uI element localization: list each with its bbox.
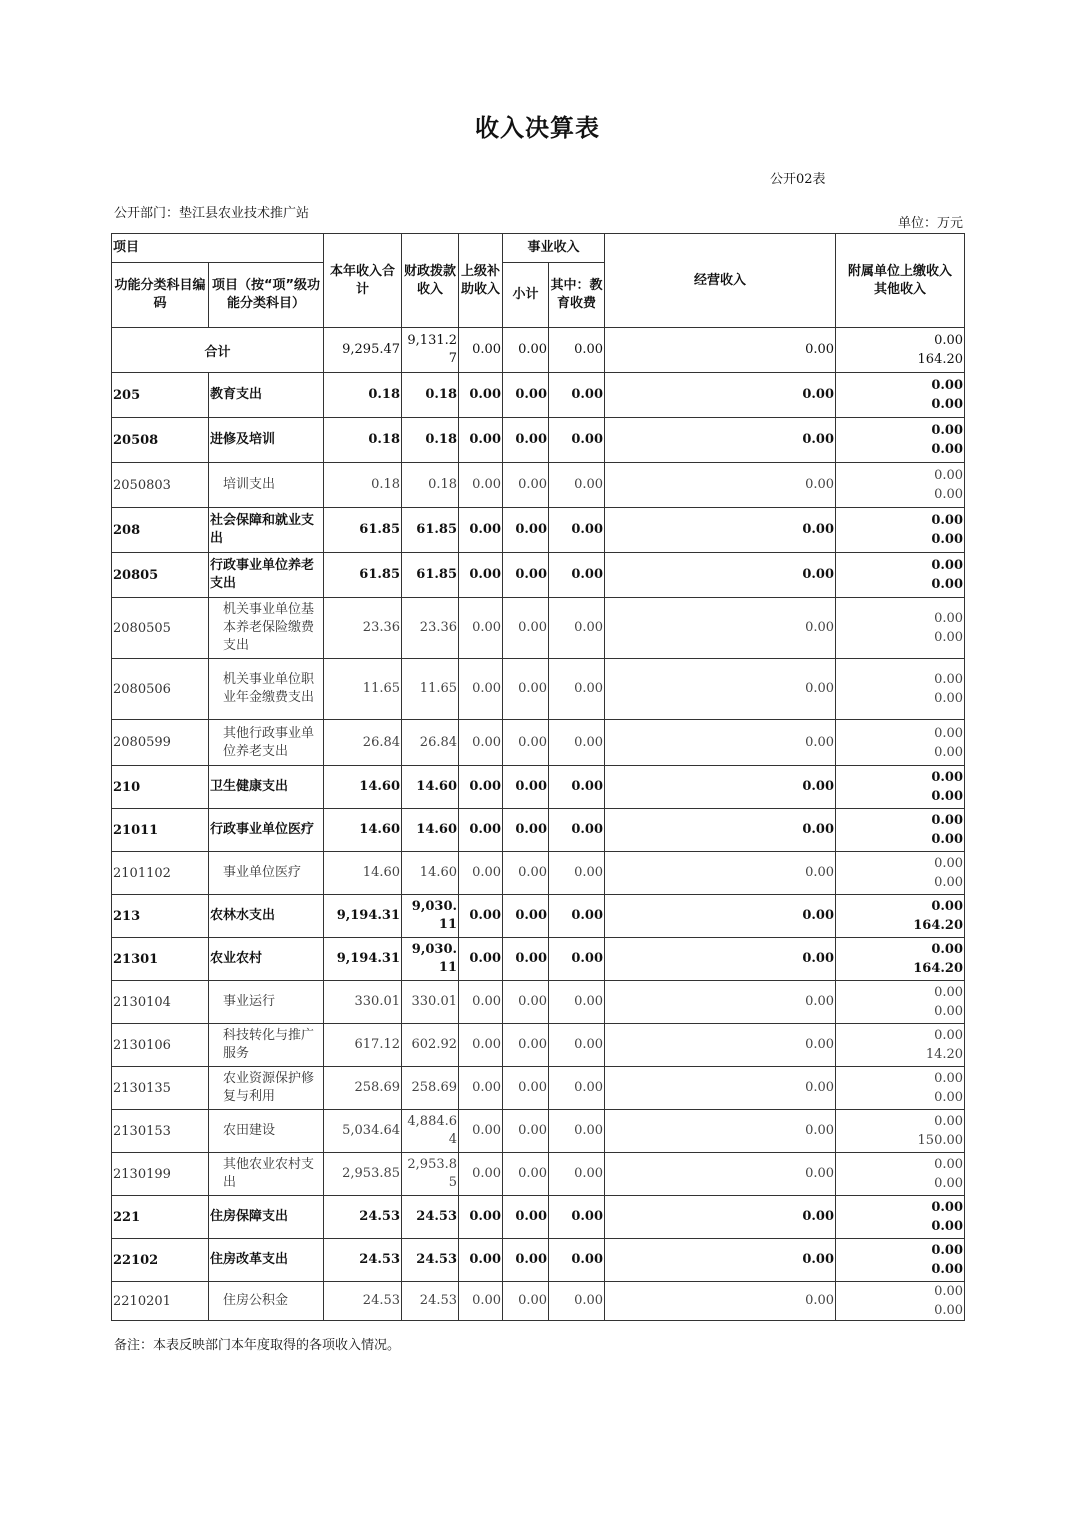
row-fiscal: 4,884.64 [402, 1110, 459, 1153]
row-affiliated: 0.00 [934, 672, 964, 687]
row-code: 2130104 [112, 981, 209, 1024]
row-business: 0.00 [605, 1282, 836, 1321]
row-affiliated: 0.00 [931, 770, 964, 785]
row-upper: 0.00 [459, 938, 503, 981]
row-name: 社会保障和就业支出 [209, 508, 324, 553]
row-edu: 0.00 [549, 1153, 605, 1196]
row-affiliated: 0.00 [931, 423, 964, 438]
row-fiscal: 23.36 [402, 598, 459, 659]
header-total: 本年收入合计 [324, 234, 402, 328]
unit-label: 单位：万元 [897, 216, 963, 231]
row-affiliated-other [836, 1282, 965, 1321]
header-name: 项目（按“项”级功能分类科目） [209, 263, 324, 328]
row-affiliated-other [836, 1067, 965, 1110]
row-other: 164.20 [913, 961, 964, 976]
row-edu: 0.00 [549, 418, 605, 463]
row-name: 教育支出 [209, 373, 324, 418]
row-subtotal: 0.00 [503, 809, 549, 852]
row-total: 26.84 [324, 720, 402, 766]
row-affiliated-other [836, 895, 965, 938]
row-business: 0.00 [605, 809, 836, 852]
row-subtotal: 0.00 [503, 1067, 549, 1110]
row-name: 农业资源保护修复与利用 [209, 1067, 324, 1110]
row-name: 行政事业单位医疗 [209, 809, 324, 852]
row-code: 2050803 [112, 463, 209, 508]
row-name: 事业单位医疗 [209, 852, 324, 895]
row-business: 0.00 [605, 463, 836, 508]
row-upper: 0.00 [459, 659, 503, 720]
income-table [111, 233, 965, 1321]
row-other: 14.20 [925, 1047, 964, 1062]
total-fiscal: 9,131.27 [402, 328, 459, 373]
row-business: 0.00 [605, 766, 836, 809]
row-fiscal: 9,030.11 [402, 895, 459, 938]
row-fiscal: 24.53 [402, 1282, 459, 1321]
row-code: 2130135 [112, 1067, 209, 1110]
row-fiscal: 258.69 [402, 1067, 459, 1110]
row-code: 20508 [112, 418, 209, 463]
row-fiscal: 24.53 [402, 1239, 459, 1282]
row-fiscal: 14.60 [402, 766, 459, 809]
row-upper: 0.00 [459, 809, 503, 852]
table-row [112, 1239, 965, 1282]
row-affiliated-other [836, 1153, 965, 1196]
row-edu: 0.00 [549, 508, 605, 553]
row-affiliated-other [836, 720, 965, 766]
row-upper: 0.00 [459, 1196, 503, 1239]
row-business: 0.00 [605, 1153, 836, 1196]
row-other: 0.00 [934, 875, 964, 890]
row-total: 11.65 [324, 659, 402, 720]
row-other: 0.00 [931, 789, 964, 804]
department-label: 公开部门：垫江县农业技术推广站 [114, 206, 310, 221]
table-row [112, 895, 965, 938]
row-code: 210 [112, 766, 209, 809]
total-total: 9,295.47 [324, 328, 402, 373]
row-edu: 0.00 [549, 373, 605, 418]
row-upper: 0.00 [459, 1067, 503, 1110]
table-row [112, 1153, 965, 1196]
row-business: 0.00 [605, 981, 836, 1024]
row-upper: 0.00 [459, 895, 503, 938]
row-total: 9,194.31 [324, 895, 402, 938]
row-name: 农田建设 [209, 1110, 324, 1153]
row-name: 事业运行 [209, 981, 324, 1024]
table-row [112, 463, 965, 508]
total-edu: 0.00 [549, 328, 605, 373]
row-fiscal: 0.18 [402, 418, 459, 463]
row-subtotal: 0.00 [503, 1110, 549, 1153]
total-upper: 0.00 [459, 328, 503, 373]
table-row [112, 809, 965, 852]
row-fiscal: 61.85 [402, 508, 459, 553]
row-code: 2210201 [112, 1282, 209, 1321]
row-subtotal: 0.00 [503, 418, 549, 463]
row-fiscal: 602.92 [402, 1024, 459, 1067]
row-business: 0.00 [605, 373, 836, 418]
total-label: 合计 [112, 328, 324, 373]
row-edu: 0.00 [549, 1067, 605, 1110]
row-edu: 0.00 [549, 659, 605, 720]
row-upper: 0.00 [459, 1239, 503, 1282]
row-subtotal: 0.00 [503, 766, 549, 809]
row-name: 科技转化与推广服务 [209, 1024, 324, 1067]
row-affiliated-other [836, 418, 965, 463]
row-other: 0.00 [934, 1176, 964, 1191]
row-affiliated: 0.00 [934, 468, 964, 483]
row-code: 221 [112, 1196, 209, 1239]
header-edu: 其中：教育收费 [549, 263, 605, 328]
row-code: 21301 [112, 938, 209, 981]
row-subtotal: 0.00 [503, 938, 549, 981]
row-total: 24.53 [324, 1239, 402, 1282]
table-row [112, 938, 965, 981]
table-row [112, 766, 965, 809]
row-code: 2130199 [112, 1153, 209, 1196]
row-name: 农业农村 [209, 938, 324, 981]
row-other: 0.00 [934, 1004, 964, 1019]
row-name: 进修及培训 [209, 418, 324, 463]
row-other: 0.00 [931, 442, 964, 457]
row-affiliated-other [836, 809, 965, 852]
total-subtotal: 0.00 [503, 328, 549, 373]
row-upper: 0.00 [459, 598, 503, 659]
row-code: 22102 [112, 1239, 209, 1282]
row-name: 住房公积金 [209, 1282, 324, 1321]
row-edu: 0.00 [549, 895, 605, 938]
row-subtotal: 0.00 [503, 1196, 549, 1239]
row-other: 0.00 [931, 1262, 964, 1277]
row-edu: 0.00 [549, 766, 605, 809]
row-business: 0.00 [605, 1024, 836, 1067]
header-upper: 上级补助收入 [459, 234, 503, 328]
row-subtotal: 0.00 [503, 1153, 549, 1196]
row-other: 0.00 [931, 577, 964, 592]
row-total: 14.60 [324, 809, 402, 852]
row-edu: 0.00 [549, 1282, 605, 1321]
row-fiscal: 9,030.11 [402, 938, 459, 981]
row-name: 机关事业单位基本养老保险缴费支出 [209, 598, 324, 659]
row-upper: 0.00 [459, 373, 503, 418]
row-code: 2080505 [112, 598, 209, 659]
row-business: 0.00 [605, 659, 836, 720]
header-code: 功能分类科目编码 [112, 263, 209, 328]
row-upper: 0.00 [459, 1282, 503, 1321]
header-career: 事业收入 [503, 234, 605, 263]
row-code: 2130106 [112, 1024, 209, 1067]
row-total: 61.85 [324, 508, 402, 553]
row-total: 23.36 [324, 598, 402, 659]
page-title: 收入决算表 [475, 114, 600, 142]
row-subtotal: 0.00 [503, 720, 549, 766]
row-code: 2101102 [112, 852, 209, 895]
row-other: 0.00 [931, 532, 964, 547]
row-edu: 0.00 [549, 598, 605, 659]
row-business: 0.00 [605, 852, 836, 895]
row-code: 208 [112, 508, 209, 553]
row-upper: 0.00 [459, 1153, 503, 1196]
table-row [112, 598, 965, 659]
row-other: 0.00 [931, 832, 964, 847]
row-other: 0.00 [931, 1219, 964, 1234]
row-subtotal: 0.00 [503, 553, 549, 598]
row-affiliated-other [836, 553, 965, 598]
table-row [112, 373, 965, 418]
row-affiliated: 0.00 [934, 1028, 964, 1043]
row-subtotal: 0.00 [503, 1282, 549, 1321]
row-subtotal: 0.00 [503, 895, 549, 938]
row-other: 0.00 [934, 744, 964, 760]
row-affiliated-other [836, 508, 965, 553]
row-edu: 0.00 [549, 1110, 605, 1153]
header-affiliated-other [836, 234, 965, 328]
row-fiscal: 11.65 [402, 659, 459, 720]
row-total: 5,034.64 [324, 1110, 402, 1153]
table-row [112, 508, 965, 553]
row-other: 150.00 [917, 1133, 964, 1148]
header-business: 经营收入 [605, 234, 836, 328]
row-upper: 0.00 [459, 553, 503, 598]
row-affiliated: 0.00 [931, 899, 964, 914]
row-business: 0.00 [605, 1196, 836, 1239]
row-subtotal: 0.00 [503, 463, 549, 508]
row-affiliated-other [836, 1110, 965, 1153]
row-name: 卫生健康支出 [209, 766, 324, 809]
row-upper: 0.00 [459, 1110, 503, 1153]
row-code: 20805 [112, 553, 209, 598]
row-fiscal: 0.18 [402, 373, 459, 418]
table-row [112, 1067, 965, 1110]
total-business: 0.00 [605, 328, 836, 373]
row-affiliated: 0.00 [931, 1243, 964, 1258]
row-other: 0.00 [934, 1090, 964, 1105]
row-upper: 0.00 [459, 1024, 503, 1067]
row-business: 0.00 [605, 1239, 836, 1282]
row-code: 2080506 [112, 659, 209, 720]
row-subtotal: 0.00 [503, 373, 549, 418]
row-fiscal: 24.53 [402, 1196, 459, 1239]
row-other: 0.00 [934, 1303, 964, 1318]
row-total: 0.18 [324, 418, 402, 463]
table-row [112, 1282, 965, 1321]
row-subtotal: 0.00 [503, 1024, 549, 1067]
row-affiliated: 0.00 [931, 513, 964, 528]
total-other: 164.20 [917, 352, 964, 367]
row-business: 0.00 [605, 553, 836, 598]
row-affiliated-other [836, 1196, 965, 1239]
row-fiscal: 2,953.85 [402, 1153, 459, 1196]
row-other: 0.00 [934, 487, 964, 502]
row-affiliated-other [836, 1024, 965, 1067]
row-affiliated: 0.00 [931, 813, 964, 828]
row-upper: 0.00 [459, 720, 503, 766]
row-edu: 0.00 [549, 1024, 605, 1067]
row-fiscal: 0.18 [402, 463, 459, 508]
row-affiliated-other [836, 852, 965, 895]
row-code: 213 [112, 895, 209, 938]
row-business: 0.00 [605, 508, 836, 553]
row-subtotal: 0.00 [503, 852, 549, 895]
table-row [112, 1196, 965, 1239]
total-affiliated-other [836, 328, 965, 373]
row-name: 培训支出 [209, 463, 324, 508]
row-affiliated-other [836, 598, 965, 659]
table-row [112, 1024, 965, 1067]
row-affiliated: 0.00 [931, 1200, 964, 1215]
header-other: 其他收入 [874, 281, 927, 297]
row-total: 61.85 [324, 553, 402, 598]
row-affiliated-other [836, 766, 965, 809]
row-fiscal: 330.01 [402, 981, 459, 1024]
row-other: 0.00 [934, 691, 964, 706]
row-affiliated-other [836, 1239, 965, 1282]
row-affiliated: 0.00 [934, 1071, 964, 1086]
row-edu: 0.00 [549, 1196, 605, 1239]
table-row [112, 418, 965, 463]
row-code: 2080599 [112, 720, 209, 766]
row-business: 0.00 [605, 938, 836, 981]
row-name: 其他行政事业单位养老支出 [209, 720, 324, 766]
row-name: 机关事业单位职业年金缴费支出 [209, 659, 324, 720]
row-edu: 0.00 [549, 720, 605, 766]
row-total: 14.60 [324, 766, 402, 809]
row-fiscal: 14.60 [402, 809, 459, 852]
row-total: 24.53 [324, 1196, 402, 1239]
row-total: 14.60 [324, 852, 402, 895]
row-upper: 0.00 [459, 508, 503, 553]
row-subtotal: 0.00 [503, 659, 549, 720]
row-affiliated-other [836, 463, 965, 508]
header-project: 项目 [112, 234, 324, 263]
table-row [112, 981, 965, 1024]
row-total: 24.53 [324, 1282, 402, 1321]
row-total: 617.12 [324, 1024, 402, 1067]
row-upper: 0.00 [459, 852, 503, 895]
row-affiliated: 0.00 [934, 856, 964, 871]
row-edu: 0.00 [549, 938, 605, 981]
table-row [112, 659, 965, 720]
row-total: 9,194.31 [324, 938, 402, 981]
row-total: 2,953.85 [324, 1153, 402, 1196]
row-upper: 0.00 [459, 463, 503, 508]
table-row [112, 852, 965, 895]
row-affiliated-other [836, 938, 965, 981]
row-business: 0.00 [605, 720, 836, 766]
row-code: 2130153 [112, 1110, 209, 1153]
row-code: 21011 [112, 809, 209, 852]
row-other: 164.20 [913, 918, 964, 933]
row-affiliated-other [836, 659, 965, 720]
row-affiliated: 0.00 [934, 1157, 964, 1172]
row-fiscal: 61.85 [402, 553, 459, 598]
row-upper: 0.00 [459, 981, 503, 1024]
row-business: 0.00 [605, 895, 836, 938]
row-subtotal: 0.00 [503, 981, 549, 1024]
row-upper: 0.00 [459, 418, 503, 463]
row-edu: 0.00 [549, 1239, 605, 1282]
row-total: 0.18 [324, 373, 402, 418]
header-subtotal: 小计 [503, 263, 549, 328]
row-total: 330.01 [324, 981, 402, 1024]
row-business: 0.00 [605, 418, 836, 463]
table-row [112, 1110, 965, 1153]
row-affiliated: 0.00 [934, 725, 964, 741]
row-fiscal: 26.84 [402, 720, 459, 766]
row-business: 0.00 [605, 1110, 836, 1153]
row-upper: 0.00 [459, 766, 503, 809]
row-edu: 0.00 [549, 981, 605, 1024]
row-code: 205 [112, 373, 209, 418]
row-name: 其他农业农村支出 [209, 1153, 324, 1196]
row-business: 0.00 [605, 598, 836, 659]
row-edu: 0.00 [549, 463, 605, 508]
row-fiscal: 14.60 [402, 852, 459, 895]
row-name: 住房改革支出 [209, 1239, 324, 1282]
row-affiliated: 0.00 [934, 1114, 964, 1129]
row-affiliated: 0.00 [934, 611, 964, 626]
row-name: 行政事业单位养老支出 [209, 553, 324, 598]
footnote: 备注：本表反映部门本年度取得的各项收入情况。 [114, 1338, 401, 1353]
total-affiliated: 0.00 [934, 333, 964, 348]
row-business: 0.00 [605, 1067, 836, 1110]
header-fiscal: 财政拨款收入 [402, 234, 459, 328]
row-total: 258.69 [324, 1067, 402, 1110]
row-affiliated: 0.00 [931, 378, 964, 393]
table-row [112, 553, 965, 598]
row-name: 住房保障支出 [209, 1196, 324, 1239]
row-subtotal: 0.00 [503, 598, 549, 659]
row-subtotal: 0.00 [503, 1239, 549, 1282]
table-row [112, 720, 965, 766]
row-affiliated: 0.00 [931, 942, 964, 957]
row-name: 农林水支出 [209, 895, 324, 938]
total-row [112, 328, 965, 373]
row-edu: 0.00 [549, 553, 605, 598]
row-affiliated: 0.00 [934, 985, 964, 1000]
row-total: 0.18 [324, 463, 402, 508]
row-affiliated-other [836, 981, 965, 1024]
header-affiliated: 附属单位上缴收入 [848, 263, 953, 279]
row-subtotal: 0.00 [503, 508, 549, 553]
row-edu: 0.00 [549, 852, 605, 895]
row-edu: 0.00 [549, 809, 605, 852]
row-affiliated-other [836, 373, 965, 418]
row-other: 0.00 [931, 397, 964, 412]
form-code: 公开02表 [770, 172, 826, 187]
row-other: 0.00 [934, 630, 964, 645]
row-affiliated: 0.00 [934, 1284, 964, 1299]
row-affiliated: 0.00 [931, 558, 964, 573]
